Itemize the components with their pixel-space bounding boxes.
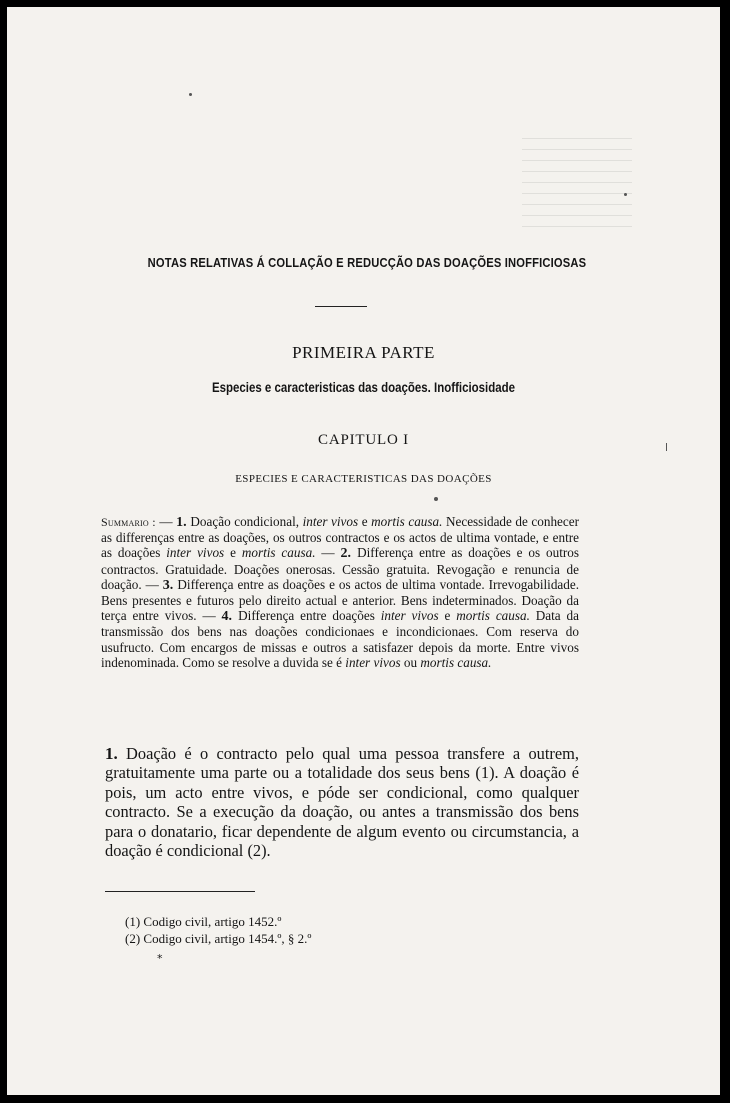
chapter-summary [101, 514, 579, 670]
summary-item-text: Differença entre as doações e os actos de ultima vontade. Irrevogabilidade. Bens presentes e futuros pelo direito actual e anterior. Bens indeterminados. Doação da terça entre vivos. — [101, 576, 580, 624]
summary-item-number: 2. [340, 546, 358, 562]
paragraph-text: Doação é o contracto pelo qual uma pessoa transfere a outrem, gratuitamente uma parte ou a totalidade dos seus bens (1). A doação é pois, um acto entre vivos, e póde ser condicional, como qualquer contracto. Se a execução da doação, ou antes a transmissão dos bens para o donatario, ficar dependente de algum evento ou circumstancia, a doação é condicional (2). [105, 744, 579, 861]
chapter-subtitle: ESPECIES E CARACTERISTICAS DAS DOAÇÕES [235, 473, 492, 485]
chapter-title: CAPITULO I [318, 432, 409, 448]
body-paragraph [105, 744, 579, 860]
summary-italic-term: mortis causa. [456, 608, 530, 624]
summary-text: Summario : — 1. Doação condicional, inter vivos e mortis causa. Necessidade de conhecer as differenças entre as doações, os outros contractos e os actos de ultima vontade, e entre as doações inter vivos e mortis causa. — 2. Differença entre as doações e os outros contractos. Gratuidade. Doações onerosas. Cessão gratuita. Revogação e renuncia de doação. — 3. Differença entre as doações e os actos de ultima vontade. Irrevogabilidade. Bens presentes e futuros pelo direito actual e anterior. Bens indeterminados. Doação da terça entre vivos. — 4. Differença entre doações inter vivos e mortis causa. Data da transmissão dos bens nas doações condicionaes e incondicionaes. Com reserva do usufructo. Com encargos de missas e outros a satisfazer depois da morte. Entre vivos indenominada. Como se resolve a duvida se é inter vivos ou mortis causa. [101, 514, 580, 670]
summary-item-text: Data da transmissão dos bens nas doações condicionaes e incondicionaes. Com reserva do usufructo. Com encargos de missas e outros a satisfazer depois da morte. Entre vivos indenominada. Como se resolve a duvida se é [101, 608, 579, 670]
summary-italic-term: inter vivos [380, 608, 439, 624]
summary-item-text: e [438, 608, 457, 624]
summary-item-text: ou [400, 654, 421, 670]
summary-item-text: Differença entre doações [238, 608, 381, 624]
part-subtitle: Especies e caracteristicas das doações. Inofficiosidade [211, 379, 516, 395]
summary-item-text: Doação condicional, [190, 514, 303, 529]
part-title: PRIMEIRA PARTE [292, 343, 435, 362]
show-through-text [522, 137, 632, 227]
summary-italic-term: inter vivos [166, 545, 225, 561]
running-title: NOTAS RELATIVAS Á COLLAÇÃO E REDUCÇÃO DAS DOAÇÕES INOFFICIOSAS [147, 255, 587, 270]
footnote-divider [105, 891, 255, 892]
paragraph-number: 1. [105, 744, 118, 763]
footnotes [125, 913, 485, 947]
summary-item-text: Necessidade de conhecer as differenças entre as doações, os outros contractos e os actos de ultima vontade, e entre as doações [101, 514, 580, 561]
paper-speck [666, 443, 667, 451]
summary-italic-term: mortis causa. [371, 514, 443, 529]
summary-italic-term: mortis causa. [241, 545, 316, 561]
summary-italic-term: inter vivos [302, 514, 359, 529]
summary-item-text: e [358, 514, 372, 529]
summary-label: Summario : [101, 515, 156, 529]
signature-mark: * [157, 952, 163, 965]
paper-speck [624, 193, 627, 196]
footnote-1: (1) Codigo civil, artigo 1452.º [125, 914, 282, 929]
paper-speck [434, 497, 438, 501]
summary-item-number: 1. [176, 515, 191, 530]
summary-item-text: — [315, 545, 341, 561]
summary-italic-term: inter vivos [345, 654, 401, 670]
summary-item-number: 4. [221, 609, 239, 625]
book-page [7, 7, 720, 1095]
summary-items [101, 514, 579, 670]
summary-item-number: 3. [162, 577, 178, 593]
footnote-2: (2) Codigo civil, artigo 1454.º, § 2.º [125, 931, 312, 946]
summary-item-text: e [224, 545, 242, 561]
paper-speck [189, 93, 192, 96]
summary-italic-term: mortis causa. [420, 654, 492, 670]
summary-item-text: Differença entre as doações e os outros contractos. Gratuidade. Doações onerosas. Cessão gratuita. Revogação e renuncia de doação. — [101, 545, 579, 592]
title-divider [315, 306, 367, 307]
